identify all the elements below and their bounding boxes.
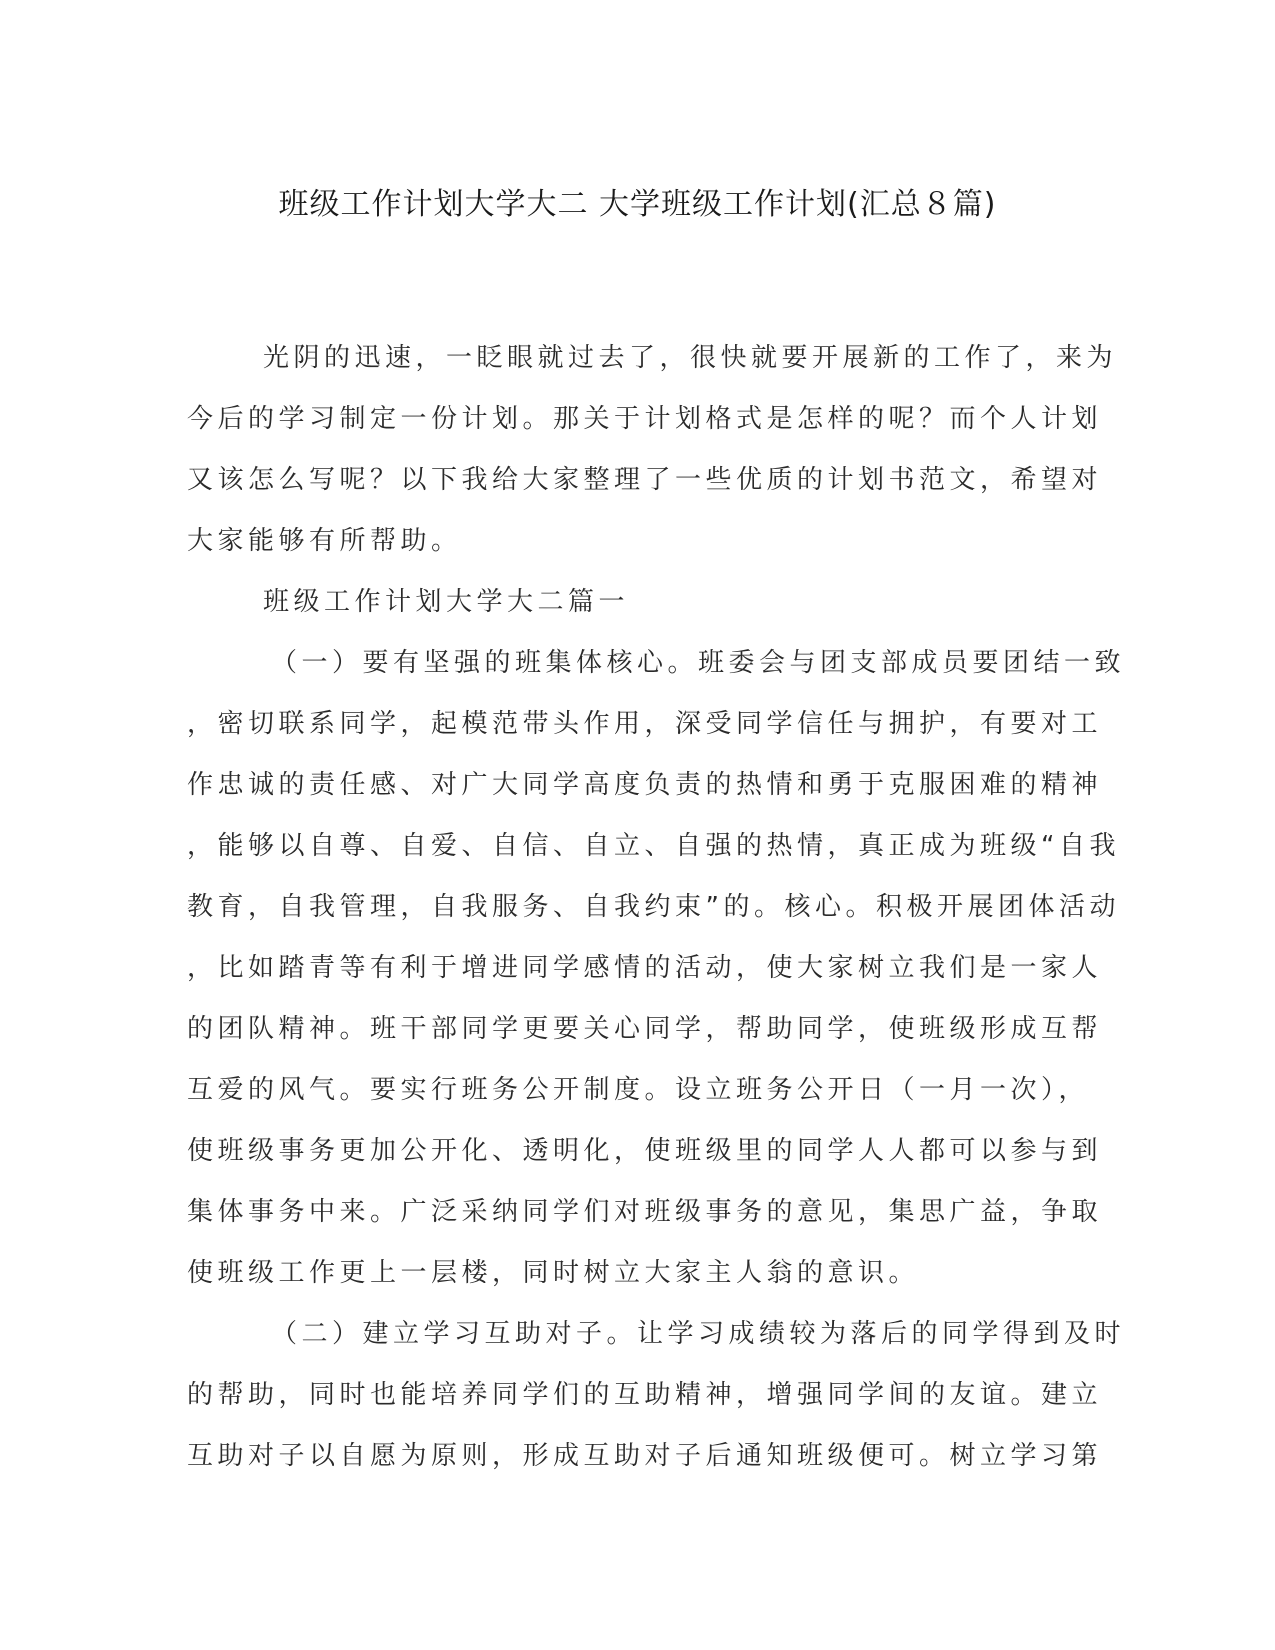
paragraph-line: 又该怎么写呢？以下我给大家整理了一些优质的计划书范文，希望对	[187, 465, 1103, 495]
paragraph-line: 教育，自我管理，自我服务、自我约束”的。核心。积极开展团体活动	[187, 892, 1120, 922]
paragraph-line: ，能够以自尊、自爱、自信、自立、自强的热情，真正成为班级“自我	[187, 831, 1120, 861]
paragraph-line: 的帮助，同时也能培养同学们的互助精神，增强同学间的友谊。建立	[187, 1380, 1103, 1410]
paragraph-line: 光阴的迅速，一眨眼就过去了，很快就要开展新的工作了，来为	[263, 343, 1118, 373]
document-title: 班级工作计划大学大二 大学班级工作计划(汇总８篇)	[278, 187, 997, 222]
paragraph-line: 使班级工作更上一层楼，同时树立大家主人翁的意识。	[187, 1258, 920, 1288]
section-heading: 班级工作计划大学大二篇一	[263, 587, 630, 617]
paragraph-line: 作忠诚的责任感、对广大同学高度负责的热情和勇于克服困难的精神	[187, 770, 1103, 800]
paragraph-line: 使班级事务更加公开化、透明化，使班级里的同学人人都可以参与到	[187, 1136, 1103, 1166]
paragraph-line: （二）建立学习互助对子。让学习成绩较为落后的同学得到及时	[271, 1319, 1126, 1349]
paragraph-line: 集体事务中来。广泛采纳同学们对班级事务的意见，集思广益，争取	[187, 1197, 1103, 1227]
document-body	[187, 328, 1126, 1487]
paragraph-line: ，密切联系同学，起模范带头作用，深受同学信任与拥护，有要对工	[187, 709, 1103, 739]
paragraph-line: （一）要有坚强的班集体核心。班委会与团支部成员要团结一致	[271, 648, 1126, 678]
paragraph-line: ，比如踏青等有利于增进同学感情的活动，使大家树立我们是一家人	[187, 953, 1103, 983]
paragraph-line: 互爱的风气。要实行班务公开制度。设立班务公开日（一月一次），	[187, 1075, 1090, 1105]
paragraph-line: 互助对子以自愿为原则，形成互助对子后通知班级便可。树立学习第	[187, 1441, 1103, 1471]
paragraph-line: 大家能够有所帮助。	[187, 526, 462, 556]
paragraph-line: 今后的学习制定一份计划。那关于计划格式是怎样的呢？而个人计划	[187, 404, 1103, 434]
paragraph-line: 的团队精神。班干部同学更要关心同学，帮助同学，使班级形成互帮	[187, 1014, 1103, 1044]
